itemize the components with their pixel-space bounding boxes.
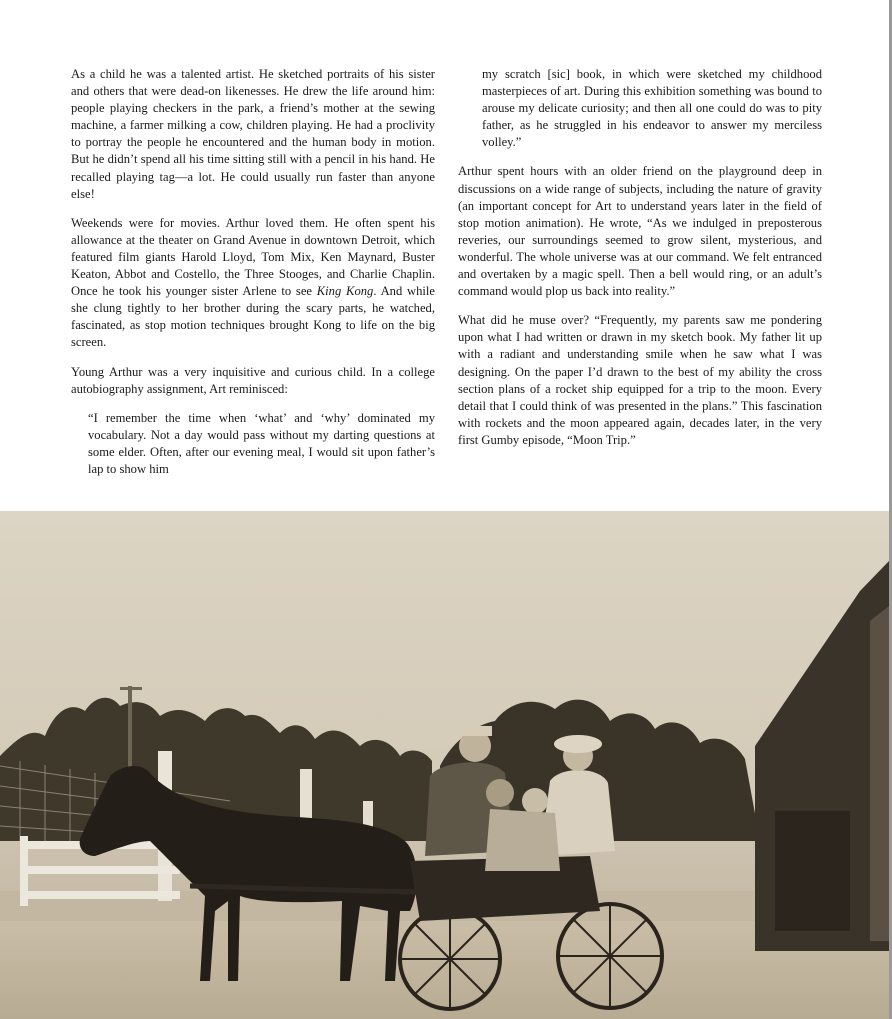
right-column: [458, 66, 822, 461]
paragraph-moon: What did he muse over? “Frequently, my parents saw me pondering upon what I had written or drawn in my sketch book. My father lit up with a radiant and understanding smile when he saw what I was designing. On the paper I’d drawn to the best of my ability the cross section plans of a rocket ship equipped for a trip to the moon. Every detail that I could think of was presented in the plans.” This fascination with rockets and the moon appeared again, decades later, in the very first Gumby episode, “Moon Trip.”: [458, 313, 822, 447]
photo-buggy-wheel-front: [558, 904, 662, 1008]
family-buggy-photo: [0, 511, 889, 1019]
photo-buggy-wheel-rear: [400, 909, 500, 1009]
paragraph-artist: As a child he was a talented artist. He sketched portraits of his sister and others that were dead-on likenesses. He drew the life around him: people playing checkers in the park, a friend’s mother at the sewing machine, a farmer milking a cow, children playing. He had a proclivity to portray the people he encountered and the human body in motion. But he didn’t spend all his time sitting still with a pencil in his hand. He recalled playing tag—a lot. He could usually run faster than anyone else!: [71, 67, 435, 201]
movies-text-end: . And while she clung tightly to her brother during the scary parts, he watched, fascinated, as stop motion techniques brought Kong to life on the big screen.: [71, 284, 436, 350]
autobiography-quote: “I remember the time when ‘what’ and ‘why’ dominated my vocabulary. Not a day would pass without my darting questions at some elder. Often, after our evening meal, I would sit upon father’s lap to show him: [88, 410, 435, 476]
photo-pole: [128, 686, 132, 776]
movies-text-start: Weekends were for movies. Arthur loved them. He often spent his allowance at the theater on Grand Avenue in downtown Detroit, which featured film giants Harold Lloyd, Tom Mix, Ken Maynard, Buster Keaton, Abbot and Costello, the Three Stooges, and Charlie Chaplin. Once he took his younger sister Arlene to see: [71, 215, 435, 299]
paragraph-inquisitive: Young Arthur was a very inquisitive and curious child. In a college autobiography assignment, Art reminisced:: [71, 364, 435, 396]
paragraph-playground: Arthur spent hours with an older friend on the playground deep in discussions on a wide range of subjects, including the nature of gravity (an important concept for Art to understand years later in the field of stop motion animation). He wrote, “As we indulged in preposterous reveries, our surroundings seemed to grow silent, mysterious, and wonderful. The whole universe was at our command. We felt entranced and overtaken by a magic spell. Then a bell would ring, or an adult’s command would plop us back into reality.”: [458, 164, 822, 299]
movie-title-king-kong: King Kong: [316, 284, 374, 299]
left-column: [71, 66, 435, 490]
paragraph-movies: [71, 215, 435, 352]
autobiography-quote-continued: my scratch [sic] book, in which were sketched my childhood masterpieces of art. During this exhibition something was bound to arouse my delicate curiosity; and then all one could do was to pity father, as he struggled in his endeavor to answer my merciless volley.”: [482, 67, 822, 150]
